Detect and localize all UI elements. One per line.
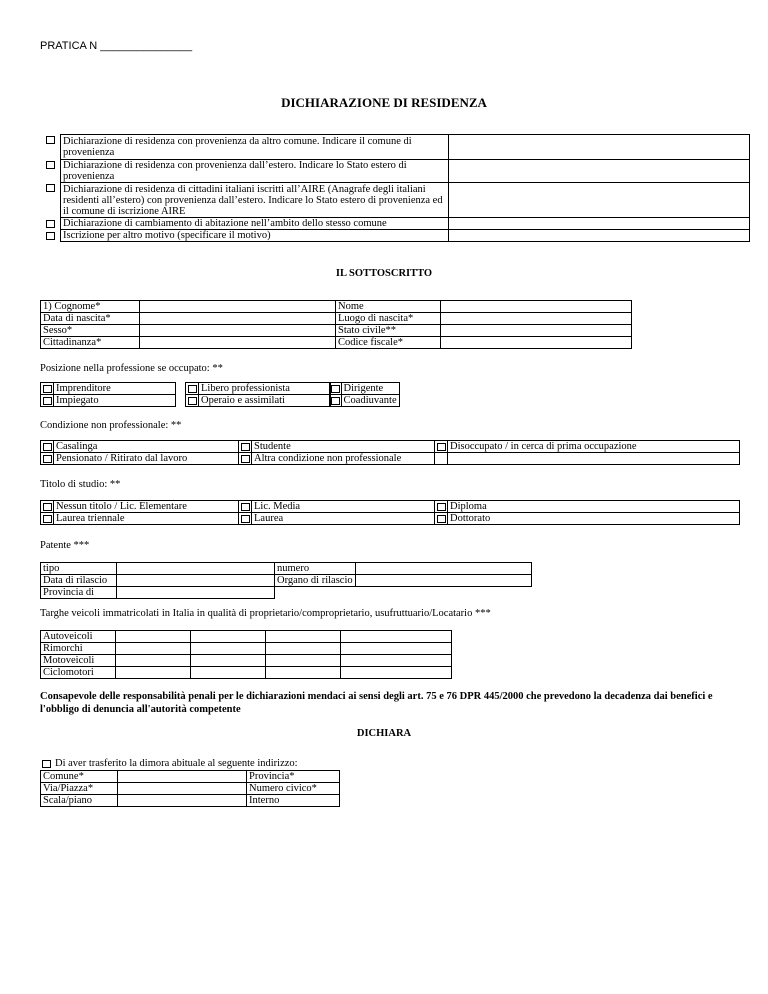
license-issue-date-field[interactable] <box>117 575 275 587</box>
personal-label: Luogo di nascita* <box>336 313 441 325</box>
declaration-checkbox-1[interactable] <box>46 136 55 144</box>
page-title: DICHIARAZIONE DI RESIDENZA <box>281 95 487 110</box>
non-prof-checkbox[interactable] <box>437 443 446 451</box>
option-label: Impiegato <box>54 395 176 407</box>
patente-field-label: Organo di rilascio <box>275 575 356 587</box>
professione-options <box>40 382 400 406</box>
patente-field-label: Provincia di <box>41 587 117 599</box>
personal-label: Nome <box>336 301 441 313</box>
declaration-checkbox-2[interactable] <box>46 161 55 169</box>
surname-field[interactable] <box>140 301 336 313</box>
plate-field[interactable] <box>191 643 266 655</box>
option-label: Coadiuvante <box>341 395 399 407</box>
pratica-number-label: PRATICA N _______________ <box>40 40 193 52</box>
non-prof-checkbox[interactable] <box>43 455 52 463</box>
plate-field[interactable] <box>266 655 341 667</box>
plate-field[interactable] <box>116 631 191 643</box>
license-province-field[interactable] <box>117 587 275 599</box>
declaration-checkbox-5[interactable] <box>46 232 55 240</box>
option-label: Diploma <box>448 501 740 513</box>
address-label: Scala/piano <box>41 795 118 807</box>
plate-field[interactable] <box>191 667 266 679</box>
professione-checkbox[interactable] <box>43 397 52 405</box>
professione-checkbox[interactable] <box>188 397 197 405</box>
option-label: Disoccupato / in cerca di prima occupazione <box>448 441 740 453</box>
declaration-checkbox-4[interactable] <box>46 220 55 228</box>
patente-label: Patente *** <box>40 540 90 551</box>
plate-field[interactable] <box>266 667 341 679</box>
personal-label: Cittadinanza* <box>41 337 140 349</box>
non-prof-checkbox[interactable] <box>241 455 250 463</box>
option-label: Laurea <box>252 513 435 525</box>
declaration-value-field[interactable] <box>449 135 750 160</box>
address-label: Interno <box>247 795 340 807</box>
non-prof-checkbox[interactable] <box>43 443 52 451</box>
personal-label: Stato civile** <box>336 325 441 337</box>
declaration-type-table <box>40 134 750 242</box>
targhe-label: Targhe veicoli immatricolati in Italia in qualità di proprietario/comproprietario, usufruttuario/Locatario *** <box>40 608 491 619</box>
vehicle-type-label: Motoveicoli <box>41 655 116 667</box>
titolo-checkbox[interactable] <box>437 503 446 511</box>
vehicle-type-label: Autoveicoli <box>41 631 116 643</box>
address-label: Comune* <box>41 771 118 783</box>
civil-status-field[interactable] <box>441 325 632 337</box>
address-label: Via/Piazza* <box>41 783 118 795</box>
personal-data-table <box>40 300 632 349</box>
titolo-checkbox[interactable] <box>437 515 446 523</box>
patente-field-label: Data di rilascio <box>41 575 117 587</box>
titolo-checkbox[interactable] <box>43 515 52 523</box>
professione-checkbox[interactable] <box>188 385 197 393</box>
dichiara-heading: DICHIARA <box>356 728 412 739</box>
declaration-label: Dichiarazione di cambiamento di abitazione nell’ambito dello stesso comune <box>61 218 449 230</box>
option-label: Imprenditore <box>54 383 176 395</box>
license-type-field[interactable] <box>117 563 275 575</box>
license-issuer-field[interactable] <box>355 575 531 587</box>
non-prof-table <box>40 440 740 465</box>
professione-checkbox[interactable] <box>331 385 340 393</box>
plate-field[interactable] <box>341 643 452 655</box>
birth-date-field[interactable] <box>140 313 336 325</box>
option-label: Laurea triennale <box>54 513 239 525</box>
vehicle-type-label: Ciclomotori <box>41 667 116 679</box>
option-label <box>448 453 740 465</box>
declaration-row <box>40 183 750 218</box>
titolo-checkbox[interactable] <box>43 503 52 511</box>
professione-col-2 <box>185 382 330 407</box>
declaration-label: Dichiarazione di residenza con provenienza dall’estero. Indicare lo Stato estero di provenienza <box>61 160 449 183</box>
plate-field[interactable] <box>116 643 191 655</box>
option-label: Operaio e assimilati <box>199 395 330 407</box>
titolo-label: Titolo di studio: ** <box>40 479 121 490</box>
citizenship-field[interactable] <box>140 337 336 349</box>
plate-field[interactable] <box>266 631 341 643</box>
dimora-label: Di aver trasferito la dimora abituale al seguente indirizzo: <box>55 758 298 769</box>
option-label: Libero professionista <box>199 383 330 395</box>
address-table <box>40 770 340 807</box>
responsibility-statement: Consapevole delle responsabilità penali per le dichiarazioni mendaci ai sensi degli art. 75 e 76 DPR 445/2000 che prevedono la decadenza dai benefici e l'obbligo di denuncia all'autorità competente <box>40 691 713 715</box>
declaration-value-field[interactable] <box>449 160 750 183</box>
plate-field[interactable] <box>266 643 341 655</box>
personal-label: Sesso* <box>41 325 140 337</box>
plate-field[interactable] <box>341 631 452 643</box>
plate-field[interactable] <box>116 655 191 667</box>
targhe-table <box>40 630 452 679</box>
declaration-checkbox-3[interactable] <box>46 184 55 192</box>
license-number-field[interactable] <box>355 563 531 575</box>
comune-field[interactable] <box>118 771 247 783</box>
non-prof-label: Condizione non professionale: ** <box>40 420 182 431</box>
address-label: Provincia* <box>247 771 340 783</box>
option-label: Lic. Media <box>252 501 435 513</box>
patente-table <box>40 562 532 599</box>
option-label: Nessun titolo / Lic. Elementare <box>54 501 239 513</box>
titolo-checkbox[interactable] <box>241 515 250 523</box>
dimora-checkbox[interactable] <box>42 760 51 768</box>
option-label: Dirigente <box>341 383 399 395</box>
option-label: Pensionato / Ritirato dal lavoro <box>54 453 239 465</box>
professione-col-3 <box>330 382 400 407</box>
declaration-label: Dichiarazione di residenza di cittadini italiani iscritti all’AIRE (Anagrafe degli italiani residenti all’estero) con provenienza dall’estero. Indicare lo Stato estero di provenienza ed il comune di iscrizione AIRE <box>61 183 449 218</box>
sex-field[interactable] <box>140 325 336 337</box>
birth-place-field[interactable] <box>441 313 632 325</box>
professione-col-1 <box>40 382 176 407</box>
declaration-label: Iscrizione per altro motivo (specificare il motivo) <box>61 230 449 242</box>
option-label: Altra condizione non professionale <box>252 453 435 465</box>
name-field[interactable] <box>441 301 632 313</box>
option-label: Casalinga <box>54 441 239 453</box>
personal-label: 1) Cognome* <box>41 301 140 313</box>
declaration-value-field[interactable] <box>449 183 750 218</box>
personal-label: Codice fiscale* <box>336 337 441 349</box>
declaration-row <box>40 160 750 183</box>
professione-label: Posizione nella professione se occupato: ** <box>40 363 223 374</box>
declaration-row <box>40 218 750 230</box>
dimora-option <box>40 758 298 769</box>
patente-field-label: tipo <box>41 563 117 575</box>
titolo-checkbox[interactable] <box>241 503 250 511</box>
declaration-row <box>40 230 750 242</box>
option-label: Dottorato <box>448 513 740 525</box>
non-prof-checkbox[interactable] <box>241 443 250 451</box>
professione-checkbox[interactable] <box>331 397 340 405</box>
plate-field[interactable] <box>341 667 452 679</box>
declaration-value-field[interactable] <box>449 218 750 230</box>
titolo-table <box>40 500 740 525</box>
sottoscritto-heading: IL SOTTOSCRITTO <box>335 268 433 279</box>
address-label: Numero civico* <box>247 783 340 795</box>
declaration-value-field[interactable] <box>449 230 750 242</box>
plate-field[interactable] <box>191 655 266 667</box>
personal-label: Data di nascita* <box>41 313 140 325</box>
plate-field[interactable] <box>191 631 266 643</box>
declaration-label: Dichiarazione di residenza con provenienza da altro comune. Indicare il comune di provenienza <box>61 135 449 160</box>
patente-field-label: numero <box>275 563 356 575</box>
tax-code-field[interactable] <box>441 337 632 349</box>
option-label: Studente <box>252 441 435 453</box>
declaration-row <box>40 135 750 160</box>
street-field[interactable] <box>118 783 247 795</box>
professione-checkbox[interactable] <box>43 385 52 393</box>
patente-field-label <box>275 587 356 599</box>
floor-field[interactable] <box>118 795 247 807</box>
plate-field[interactable] <box>341 655 452 667</box>
vehicle-type-label: Rimorchi <box>41 643 116 655</box>
plate-field[interactable] <box>116 667 191 679</box>
